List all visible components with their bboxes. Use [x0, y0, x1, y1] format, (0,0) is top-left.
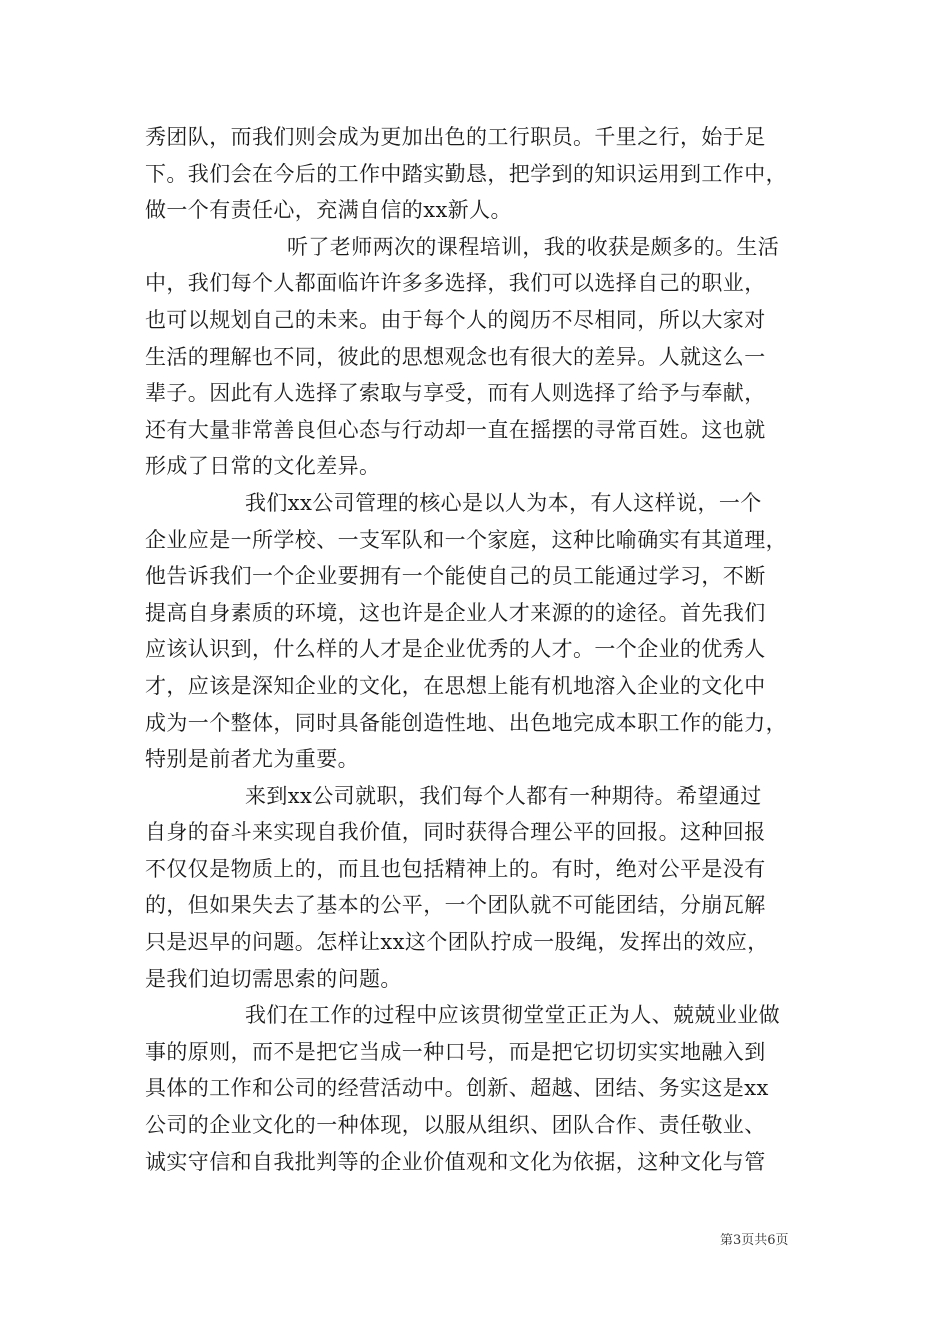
paragraph-1 [145, 119, 810, 229]
paragraph-line: 诚实守信和自我批判等的企业价值观和文化为依据，这种文化与管 [145, 1149, 766, 1174]
paragraph-line: 听了老师两次的课程培训，我的收获是颇多的。生活 [287, 234, 780, 259]
paragraph-line: 中，我们每个人都面临许许多多选择，我们可以选择自己的职业， [145, 271, 766, 296]
paragraph-line: 才，应该是深知企业的文化，在思想上能有机地溶入企业的文化中 [145, 673, 766, 698]
paragraph-line: 的，但如果失去了基本的公平，一个团队就不可能团结，分崩瓦解 [145, 893, 766, 918]
paragraph-line: 公司的企业文化的一种体现，以服从组织、团队合作、责任敬业、 [145, 1113, 766, 1138]
paragraph-2 [145, 229, 810, 485]
paragraph-line: 是我们迫切需思索的问题。 [145, 966, 402, 991]
paragraph-line: 还有大量非常善良但心态与行动却一直在摇摆的寻常百姓。这也就 [145, 417, 766, 442]
paragraph-line: 辈子。因此有人选择了索取与享受，而有人则选择了给予与奉献， [145, 381, 766, 406]
paragraph-line: 我们在工作的过程中应该贯彻堂堂正正为人、兢兢业业做 [245, 1003, 780, 1028]
paragraph-line: 事的原则，而不是把它当成一种口号，而是把它切切实实地融入到 [145, 1039, 766, 1064]
paragraph-line: 具体的工作和公司的经营活动中。创新、超越、团结、务实这是xx [145, 1076, 769, 1101]
paragraph-line: 成为一个整体，同时具备能创造性地、出色地完成本职工作的能力， [145, 710, 787, 735]
paragraph-line: 形成了日常的文化差异。 [145, 454, 381, 479]
paragraph-line: 来到xx公司就职，我们每个人都有一种期待。希望通过 [245, 783, 762, 808]
paragraph-4 [145, 778, 810, 998]
paragraph-line: 生活的理解也不同，彼此的思想观念也有很大的差异。人就这么一 [145, 344, 766, 369]
paragraph-line: 自身的奋斗来实现自我价值，同时获得合理公平的回报。这种回报 [145, 820, 766, 845]
paragraph-3 [145, 485, 810, 778]
paragraph-line: 也可以规划自己的未来。由于每个人的阅历不尽相同，所以大家对 [145, 307, 766, 332]
paragraph-line: 企业应是一所学校、一支军队和一个家庭，这种比喻确实有其道理， [145, 527, 787, 552]
document-body [145, 119, 810, 1180]
page-number: 第3页共6页 [720, 1233, 789, 1248]
paragraph-5 [145, 997, 810, 1180]
paragraph-line: 提高自身素质的环境，这也许是企业人才来源的的途径。首先我们 [145, 600, 766, 625]
paragraph-line: 我们xx公司管理的核心是以人为本，有人这样说，一个 [245, 490, 762, 515]
paragraph-line: 秀团队，而我们则会成为更加出色的工行职员。千里之行，始于足 [145, 125, 766, 149]
paragraph-line: 做一个有责任心，充满自信的xx新人。 [145, 198, 512, 223]
paragraph-line: 下。我们会在今后的工作中踏实勤恳，把学到的知识运用到工作中， [145, 161, 787, 186]
paragraph-line: 只是迟早的问题。怎样让xx这个团队拧成一股绳，发挥出的效应， [145, 930, 769, 955]
paragraph-line: 特别是前者尤为重要。 [145, 747, 359, 772]
paragraph-line: 应该认识到，什么样的人才是企业优秀的人才。一个企业的优秀人 [145, 637, 766, 662]
paragraph-line: 他告诉我们一个企业要拥有一个能使自己的员工能通过学习，不断 [145, 564, 766, 589]
paragraph-line: 不仅仅是物质上的，而且也包括精神上的。有时，绝对公平是没有 [145, 856, 766, 881]
